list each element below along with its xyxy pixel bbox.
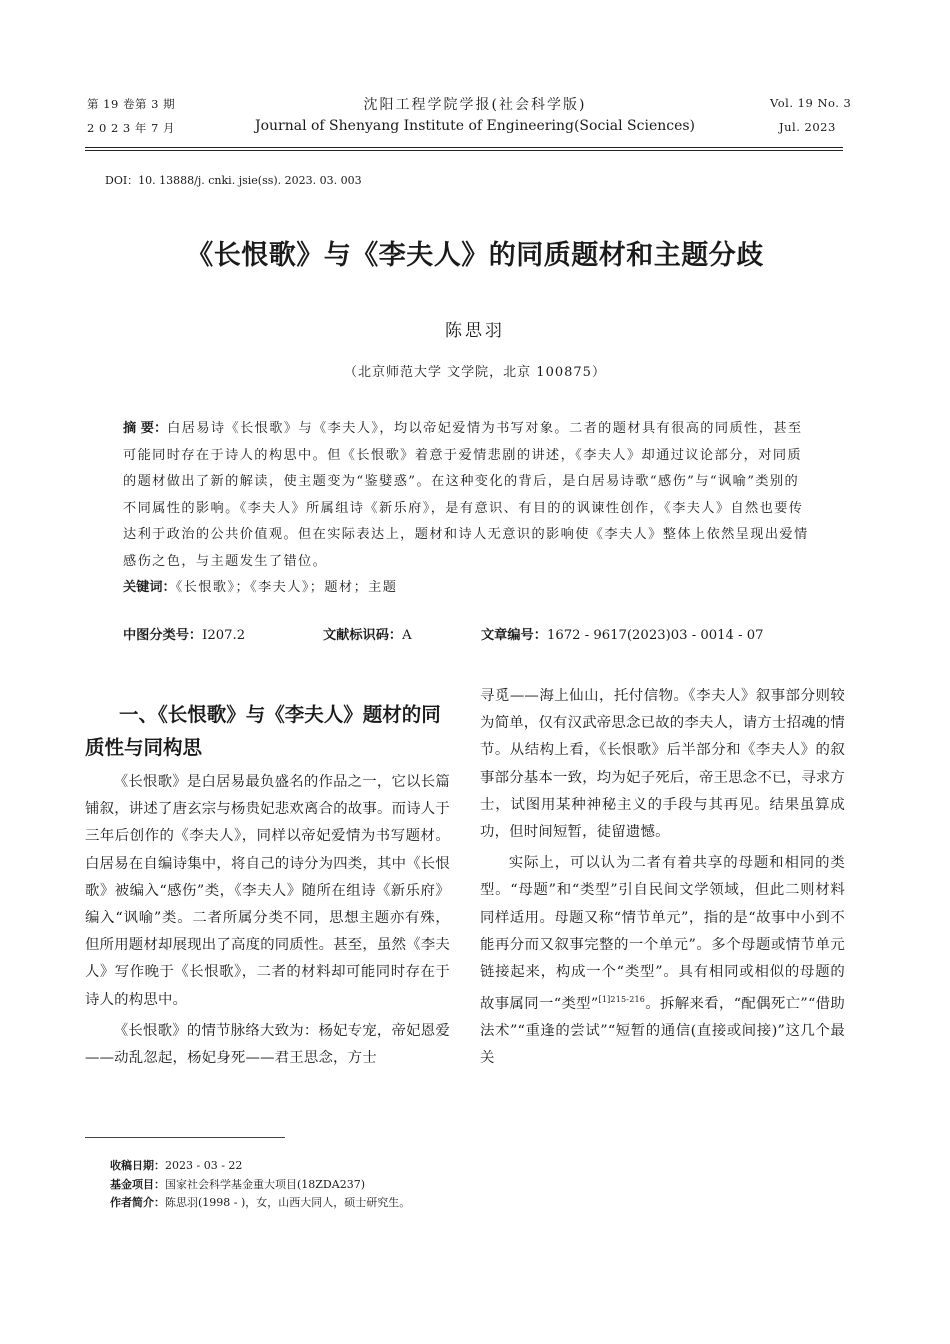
- received-date: [110, 1157, 410, 1176]
- issue-cn: 第 19 卷第 3 期: [87, 97, 176, 111]
- article-title: 《长恨歌》与《李夫人》的同质题材和主题分歧: [186, 240, 764, 271]
- fund-label: 基金项目：: [110, 1177, 165, 1191]
- paragraph-2: 《长恨歌》的情节脉络大致为：杨妃专宠，帝妃恩爱——动乱忽起，杨妃身死——君王思念，方士: [85, 1022, 450, 1067]
- received-label: 收稿日期：: [110, 1159, 165, 1172]
- paragraph-3: [480, 850, 845, 1072]
- fund-value: 国家社会科学基金重大项目(18ZDA237): [165, 1177, 365, 1191]
- journal-title-en: Journal of Shenyang Institute of Engineering(Social Sciences): [254, 118, 696, 134]
- footnotes: [110, 1157, 410, 1213]
- keywords-label: 关键词：: [123, 580, 176, 595]
- date-en: Jul. 2023: [779, 120, 836, 134]
- doc-code: [323, 624, 412, 643]
- received-value: 2023 - 03 - 22: [165, 1159, 243, 1172]
- paragraph-2-continued: 寻觅——海上仙山，托付信物。《李夫人》叙事部分则较为简单，仅有汉武帝思念已故的李夫人，请方士招魂的情节。从结构上看，《长恨歌》后半部分和《李夫人》的叙事部分基本一致，均为妃子死后，帝王思念不已，寻求方士，试图用某种神秘主义的手段与其再见。结果虽算成功，但时间短暂，徒留遗憾。: [480, 688, 845, 841]
- header-rule: [85, 147, 843, 148]
- issue-en: Vol. 19 No. 3: [770, 96, 852, 110]
- clc-value: I207.2: [202, 628, 246, 643]
- doi: DOI：10. 13888/j. cnki. jsie(ss). 2023. 03. 003: [105, 174, 362, 187]
- left-column: [85, 698, 450, 1072]
- paragraph-3-text: 实际上，可以认为二者有着共享的母题和相同的类型。“母题”和“类型”引自民间文学领域，但此二则材料同样适用。母题又称“情节单元”，指的是“故事中小到不能再分而又叙事完整的一个单元”。多个母题或情节单元链接起来，构成一个“类型”。具有相同或相似的母题的故事属同一“类型”: [480, 855, 845, 1013]
- date-cn: 2 0 2 3 年 7 月: [87, 121, 176, 135]
- paragraph-1: 《长恨歌》是白居易最负盛名的作品之一，它以长篇铺叙，讲述了唐玄宗与杨贵妃悲欢离合的故事。而诗人于三年后创作的《李夫人》，同样以帝妃爱情为书写题材。白居易在自编诗集中，将自己的诗分为四类，其中《长恨歌》被编入“感伤”类，《李夫人》随所在组诗《新乐府》编入“讽喻”类。二者所属分类不同，思想主题亦有殊，但所用题材却展现出了高度的同质性。甚至，虽然《李夫人》写作晚于《长恨歌》，二者的材料却可能同时存在于诗人的构思中。: [85, 774, 450, 1008]
- header-rule-double: [85, 150, 843, 151]
- art-value: 1672 - 9617(2023)03 - 0014 - 07: [546, 628, 764, 643]
- article-number: [481, 624, 764, 643]
- journal-title-cn: 沈阳工程学院学报(社会科学版): [363, 97, 587, 113]
- abstract-text: 白居易诗《长恨歌》与《李夫人》，均以帝妃爱情为书写对象。二者的题材具有很高的同质性，甚至可能同时存在于诗人的构思中。但《长恨歌》着意于爱情悲剧的讲述，《李夫人》却通过议论部分，对同质的题材做出了新的解读，使主题变为“鉴嬖惑”。在这种变化的背后，是白居易诗歌“感伤”与“讽喻”类别的不同属性的影响。《李夫人》所属组诗《新乐府》，是有意识、有目的的讽谏性创作，《李夫人》自然也要传达利于政治的公共价值观。但在实际表达上，题材和诗人无意识的影响使《李夫人》整体上依然呈现出爱情感伤之色，与主题发生了错位。: [123, 421, 809, 569]
- author-affiliation: （北京师范大学 文学院，北京 100875）: [344, 365, 606, 380]
- author-name: 陈思羽: [445, 321, 505, 341]
- art-label: 文章编号：: [481, 628, 547, 643]
- section-heading-line1: 一、《长恨歌》与《李夫人》题材的同: [119, 703, 441, 726]
- clc-number: [123, 624, 245, 643]
- section-heading-line2: 质性与同构思: [85, 736, 203, 759]
- keywords-text: 《长恨歌》；《李夫人》；题材；主题: [175, 580, 398, 595]
- author-bio: [110, 1194, 410, 1213]
- bio-label: 作者简介：: [110, 1196, 165, 1209]
- footnote-rule: [85, 1137, 285, 1138]
- citation-ref[interactable]: [1]215-216: [598, 995, 646, 1005]
- right-column: [480, 683, 845, 1073]
- paragraph-3-text-end: 。拆解来看，“配偶死亡”“借助法术”“重逢的尝试”“短暂的通信(直接或间接)”这几个最关: [480, 996, 846, 1067]
- bio-value: 陈思羽(1998 - )，女，山西大同人，硕士研究生。: [165, 1196, 411, 1209]
- doc-label: 文献标识码：: [323, 628, 403, 643]
- abstract-label: 摘 要：: [123, 421, 168, 436]
- clc-label: 中图分类号：: [123, 628, 203, 643]
- fund-project: [110, 1176, 410, 1195]
- abstract-block: [123, 416, 813, 602]
- doc-value: A: [402, 628, 412, 643]
